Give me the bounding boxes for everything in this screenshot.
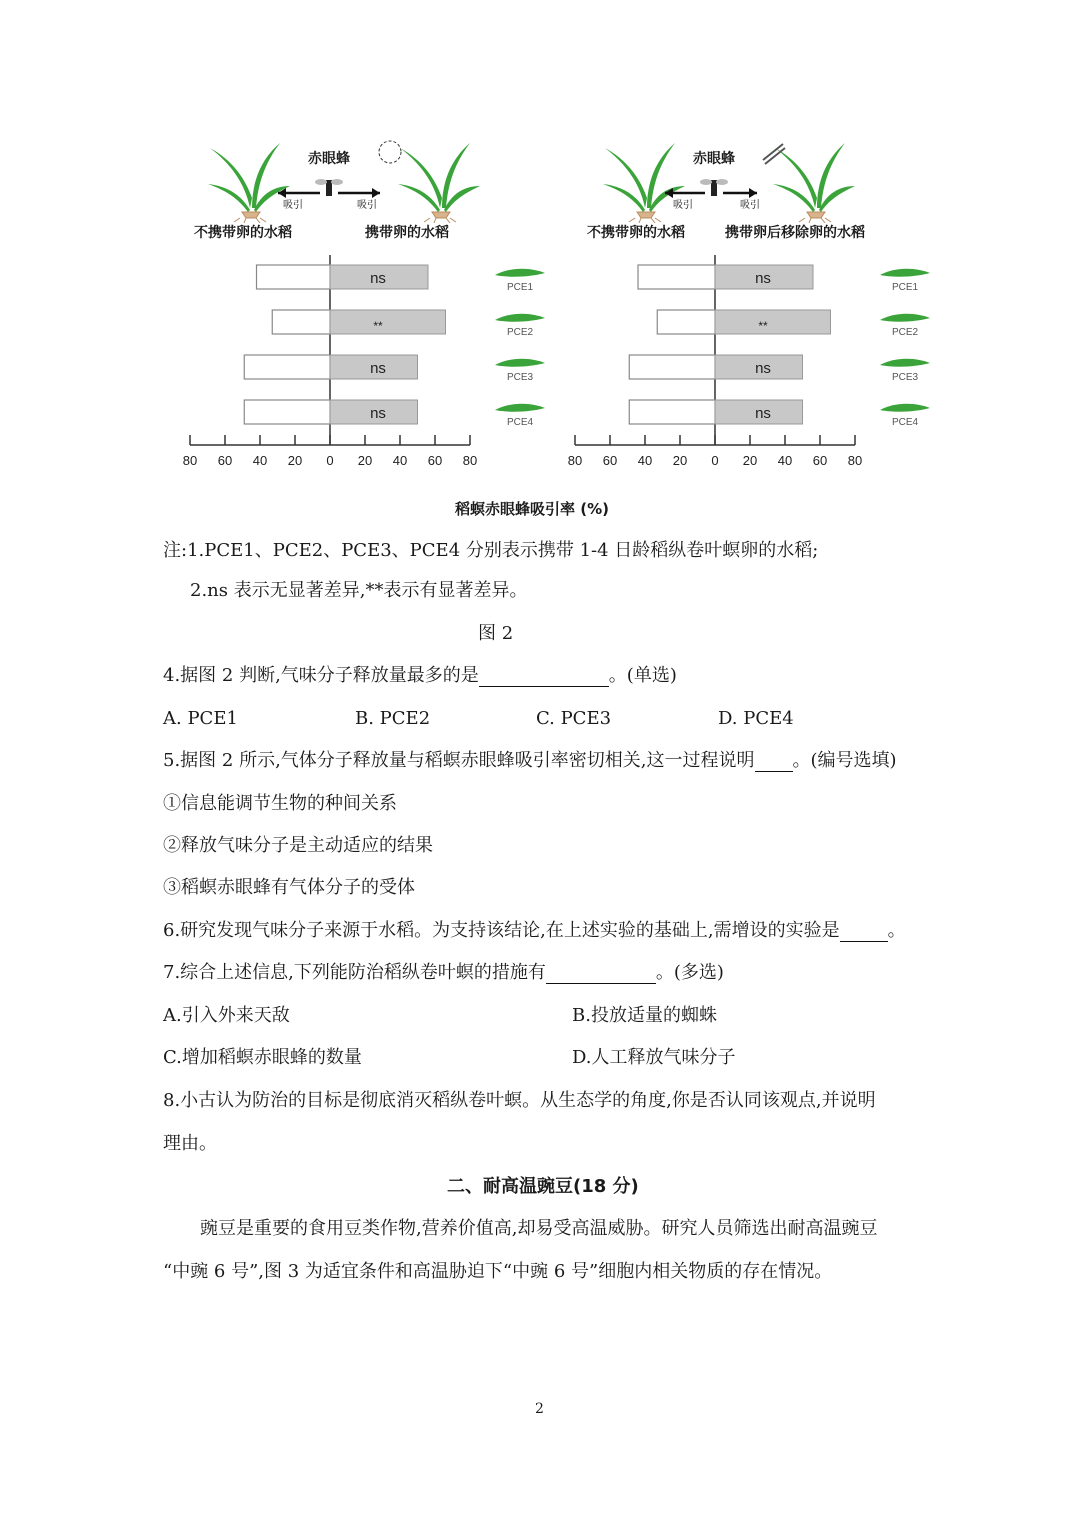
significance-label: ns [370, 405, 386, 422]
question-5-text: 5.据图 2 所示,气体分子释放量与稻螟赤眼蜂吸引率密切相关,这一过程说明 [163, 750, 755, 771]
q7-option-a: A.引入外来天敌 [163, 1005, 290, 1026]
figure-2 [150, 130, 930, 530]
left-insect-label: 赤眼蜂 [308, 151, 350, 167]
question-5-suffix: 。(编号选填) [792, 750, 897, 771]
significance-label: ** [758, 319, 768, 333]
leaf-icon [880, 359, 930, 367]
x-tick-label: 0 [711, 453, 719, 468]
x-tick-label: 40 [252, 453, 268, 468]
x-tick-label: 20 [357, 453, 373, 468]
left-arrow-label-right: 吸引 [357, 200, 377, 211]
answer-blank[interactable] [755, 753, 793, 772]
right-plant-label-egg-removed: 携带卵后移除卵的水稻 [725, 225, 865, 241]
significance-label: ns [755, 405, 771, 422]
note-1: 注:1.PCE1、PCE2、PCE3、PCE4 分别表示携带 1-4 日龄稻纵卷叶螟卵的水稻; [163, 540, 819, 561]
note-2: 2.ns 表示无显著差异,**表示有显著差异。 [190, 580, 528, 601]
x-axis-title: 稻螟赤眼蜂吸引率 (%) [455, 500, 609, 518]
left-bar-chart [170, 255, 560, 495]
question-8-line-1: 8.小古认为防治的目标是彻底消灭稻纵卷叶螟。从生态学的角度,你是否认同该观点,并说明 [163, 1090, 876, 1111]
bar-no-egg [244, 355, 330, 379]
right-plant-label-no-egg: 不携带卵的水稻 [587, 225, 685, 241]
question-6-text: 6.研究发现气味分子来源于水稻。为支持该结论,在上述实验的基础上,需增设的实验是 [163, 920, 840, 941]
leaf-icon [495, 359, 545, 367]
left-plant-label-no-egg: 不携带卵的水稻 [194, 225, 292, 241]
bar-no-egg [257, 265, 331, 289]
category-label: PCE1 [891, 282, 919, 293]
left-plant-label-egg: 携带卵的水稻 [365, 225, 449, 241]
answer-blank[interactable] [546, 965, 656, 984]
question-8-line-2: 理由。 [163, 1133, 217, 1154]
bar-no-egg [629, 355, 715, 379]
bar-no-egg [638, 265, 715, 289]
bar-egg [715, 310, 831, 334]
x-tick-label: 40 [392, 453, 408, 468]
category-label: PCE3 [891, 372, 919, 383]
figure-caption: 图 2 [478, 623, 514, 644]
category-label: PCE2 [506, 327, 534, 338]
q5-item-2: ②释放气味分子是主动适应的结果 [163, 835, 433, 856]
q7-option-c: C.增加稻螟赤眼蜂的数量 [163, 1047, 362, 1068]
question-6 [163, 920, 906, 942]
category-label: PCE1 [506, 282, 534, 293]
q4-option-c: C. PCE3 [536, 708, 612, 729]
category-label: PCE3 [506, 372, 534, 383]
answer-blank[interactable] [840, 923, 888, 942]
section-2-paragraph-line-2: “中豌 6 号”,图 3 为适宜条件和高温胁迫下“中豌 6 号”细胞内相关物质的存在情况。 [163, 1261, 833, 1282]
leaf-icon [495, 269, 545, 277]
x-tick-label: 20 [287, 453, 303, 468]
leaf-icon [880, 404, 930, 412]
x-tick-label: 60 [217, 453, 233, 468]
significance-label: ** [373, 319, 383, 333]
leaf-icon [495, 404, 545, 412]
x-tick-label: 60 [602, 453, 618, 468]
question-7-suffix: 。(多选) [655, 962, 724, 983]
x-tick-label: 60 [812, 453, 828, 468]
x-tick-label: 80 [847, 453, 863, 468]
x-tick-label: 0 [326, 453, 334, 468]
question-7 [163, 962, 724, 984]
question-5 [163, 750, 897, 772]
question-6-suffix: 。 [887, 920, 906, 941]
x-tick-label: 80 [462, 453, 478, 468]
leaf-icon [880, 269, 930, 277]
question-4-suffix: 。(单选) [608, 665, 677, 686]
q4-option-b: B. PCE2 [355, 708, 431, 729]
x-tick-label: 80 [567, 453, 583, 468]
rice-plant-icon [398, 143, 480, 212]
q5-item-1: ①信息能调节生物的种间关系 [163, 793, 397, 814]
q7-option-d: D.人工释放气味分子 [572, 1047, 736, 1068]
leaf-icon [880, 314, 930, 322]
leaf-icon [495, 314, 545, 322]
section-2-paragraph-line-1: 豌豆是重要的食用豆类作物,营养价值高,却易受高温威胁。研究人员筛选出耐高温豌豆 [200, 1218, 878, 1239]
category-label: PCE4 [891, 417, 919, 428]
significance-label: ns [370, 360, 386, 377]
significance-label: ns [755, 360, 771, 377]
question-4-text: 4.据图 2 判断,气味分子释放量最多的是 [163, 665, 479, 686]
tweezers-icon [763, 144, 785, 164]
x-tick-label: 40 [777, 453, 793, 468]
x-tick-label: 80 [182, 453, 198, 468]
right-insect-label: 赤眼蜂 [693, 151, 735, 167]
q4-option-a: A. PCE1 [163, 708, 238, 729]
significance-label: ns [370, 270, 386, 287]
question-4 [163, 665, 677, 687]
bar-no-egg [657, 310, 715, 334]
question-7-text: 7.综合上述信息,下列能防治稻纵卷叶螟的措施有 [163, 962, 546, 983]
right-bar-chart [555, 255, 945, 495]
right-arrow-label-right: 吸引 [740, 200, 760, 211]
significance-label: ns [755, 270, 771, 287]
category-label: PCE4 [506, 417, 534, 428]
category-label: PCE2 [891, 327, 919, 338]
answer-blank[interactable] [479, 668, 609, 687]
right-arrow-label-left: 吸引 [673, 200, 693, 211]
q5-item-3: ③稻螟赤眼蜂有气体分子的受体 [163, 877, 415, 898]
x-tick-label: 20 [742, 453, 758, 468]
right-panel-illustration [585, 138, 885, 223]
x-tick-label: 20 [672, 453, 688, 468]
q4-option-d: D. PCE4 [718, 708, 794, 729]
page-number: 2 [535, 1401, 544, 1417]
rice-plant-icon [208, 143, 290, 212]
section-2-title: 二、耐高温豌豆(18 分) [447, 1176, 639, 1197]
x-tick-label: 60 [427, 453, 443, 468]
x-tick-label: 40 [637, 453, 653, 468]
left-arrow-label-left: 吸引 [283, 200, 303, 211]
rice-plant-icon [773, 143, 855, 212]
bar-egg [330, 310, 446, 334]
bar-no-egg [244, 400, 330, 424]
bar-no-egg [272, 310, 330, 334]
bar-no-egg [629, 400, 715, 424]
q7-option-b: B.投放适量的蜘蛛 [572, 1005, 717, 1026]
